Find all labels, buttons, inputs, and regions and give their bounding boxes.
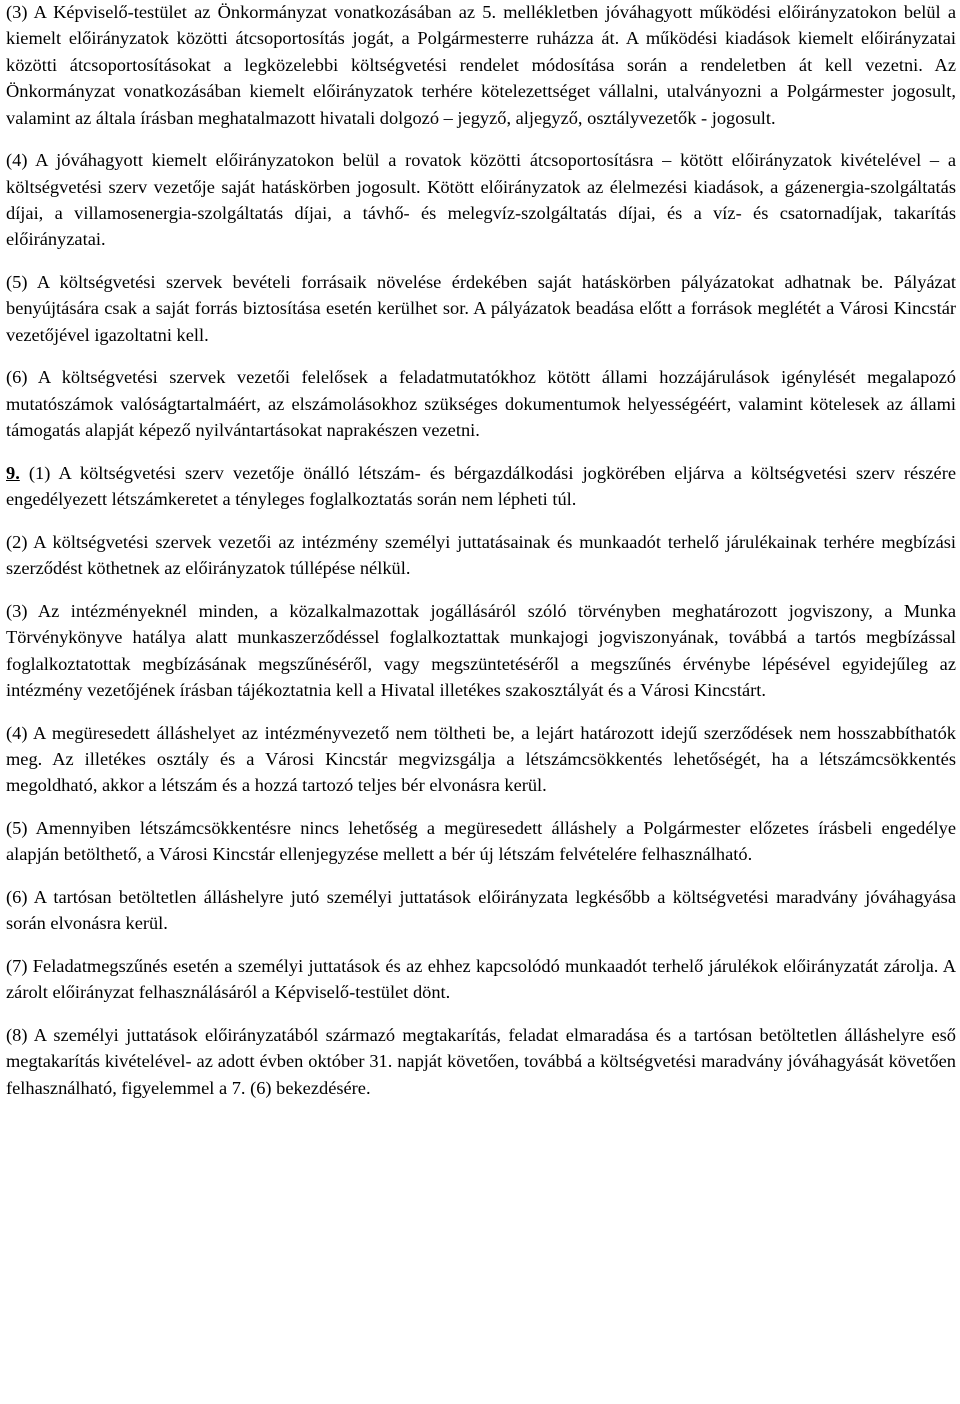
document-page [6,0,956,1117]
section-9-number: 9. [6,462,20,483]
paragraph-4: (4) A jóváhagyott kiemelt előirányzatokon belül a rovatok közötti átcsoportosításra – kötött előirányzatok kivételével – a költségvetési szerv vezetője saját hatáskörben jogosult. Kötött előirányzatok az élelmezési kiadások, a gázenergia-szolgáltatás díjai, a villamosenergia-szolgáltatás díjai, a távhő- és melegvíz-szolgáltatás díjai, és a víz- és csatornadíjak, takarítás előirányzatai. [6,150,956,250]
paragraph-6: (6) A költségvetési szervek vezetői felelősek a feladatmutatókhoz kötött állami hozzájárulások igénylését megalapozó mutatószámok valóságtartalmáért, az elszámolásokhoz szükséges dokumentumok helyességéért, valamint kötelesek az állami támogatás alapját képező nyilvántartásokat naprakészen vezetni. [6,367,956,441]
paragraph-5: (5) A költségvetési szervek bevételi forrásaik növelése érdekében saját hatáskörben pályázatokat adhatnak be. Pályázat benyújtására csak a saját forrás biztosítása esetén kerülhet sor. A pályázatok beadása előtt a források meglétét a Városi Kincstár vezetőjével igazoltatni kell. [6,272,956,345]
section-9-paragraph-6: (6) A tartósan betöltetlen álláshelyre jutó személyi juttatások előirányzata legkésőbb a költségvetési maradvány jóváhagyása során elvonásra kerül. [6,887,956,934]
section-9-paragraph-4: (4) A megüresedett álláshelyet az intézményvezető nem töltheti be, a lejárt határozott idejű szerződések nem hosszabbíthatók meg. Az illetékes osztály és a Városi Kincstár megvizsgálja a létszámcsökkentés lehetőségét, ha a létszámcsökkentés megoldható, akkor a létszám és a hozzá tartozó teljes bér elvonásra kerül. [6,722,956,796]
section-9-paragraph-7: (7) Feladatmegszűnés esetén a személyi juttatások és az ehhez kapcsolódó munkaadót terhelő járulékok előirányzatát zárolja. A zárolt előirányzat felhasználásáról a Képviselő-testület dönt. [6,956,956,1003]
paragraph-3: (3) A Képviselő-testület az Önkormányzat vonatkozásában az 5. mellékletben jóváhagyott működési előirányzatokon belül a kiemelt előirányzatok közötti átcsoportosítás jogát, a Polgármesterre ruházza át. A működési kiadások kiemelt előirányzatai közötti átcsoportosításokat a legközelebbi költségvetési rendelet módosítása során a rendeletben át kell vezetni. Az Önkormányzat vonatkozásában kiemelt előirányzatok terhére kötelezettséget vállalni, utalványozni a Polgármester jogosult, valamint az általa írásban meghatalmazott hivatali dolgozó – jegyző, aljegyző, osztályvezetők - jogosult. [6,2,956,128]
section-9-paragraph-1 [6,460,956,513]
section-9-paragraph-3: (3) Az intézményeknél minden, a közalkalmazottak jogállásáról szóló törvényben meghatározott jogviszony, a Munka Törvénykönyve hatálya alatt munkaszerződéssel foglalkoztattak munkajogi jogviszonyának, továbbá a tartós megbízással foglalkoztatottak megbízásának megszűnéséről, vagy megszüntetéséről a megszűnés érvénybe lépésével egyidejűleg az intézmény vezetőjének írásban tájékoztatnia kell a Hivatal illetékes szakosztályát és a Városi Kincstárt. [6,600,956,701]
section-9-paragraph-2: (2) A költségvetési szervek vezetői az intézmény személyi juttatásainak és munkaadót terhelő járulékainak terhére megbízási szerződést köthetnek az előirányzatok túllépése nélkül. [6,531,956,579]
section-9-paragraph-5: (5) Amennyiben létszámcsökkentésre nincs lehetőség a megüresedett álláshely a Polgármester előzetes írásbeli engedélye alapján betölthető, a Városi Kincstár ellenjegyzése mellett a bér új létszám felvételére felhasználható. [6,818,956,865]
section-9-paragraph-8: (8) A személyi juttatások előirányzatából származó megtakarítás, feladat elmaradása és a tartósan betöltetlen álláshelyre eső megtakarítás kivételével- az adott évben október 31. napját követően, továbbá a költségvetési maradvány jóváhagyását követően felhasználható, figyelemmel a 7. (6) bekezdésére. [6,1025,956,1098]
section-9-paragraph-1-text: (1) A költségvetési szerv vezetője önálló létszám- és bérgazdálkodási jogkörében eljárva a költségvetési szerv részére engedélyezett létszámkeretet a tényleges foglalkoztatás során nem lépheti túl. [6,462,956,510]
